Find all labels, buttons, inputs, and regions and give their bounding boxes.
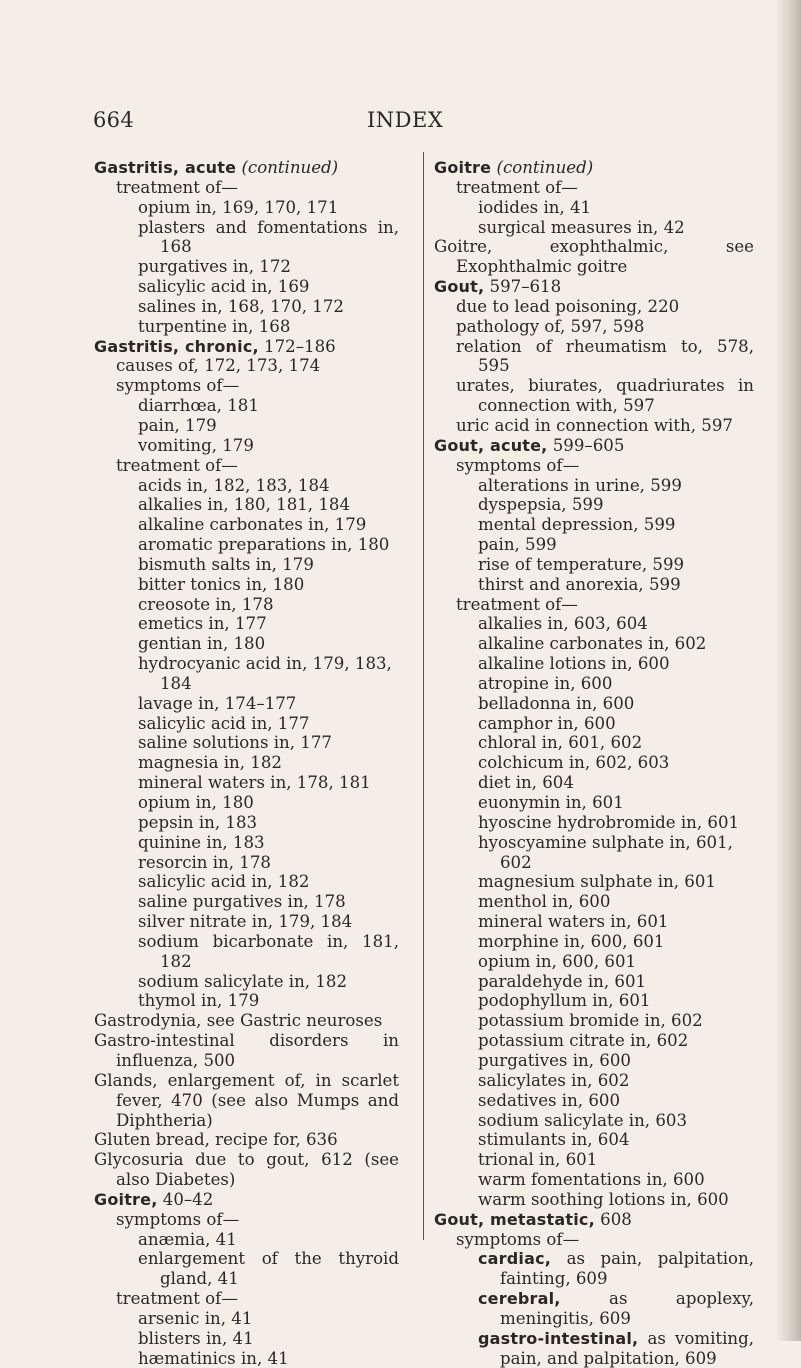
entry-text: thirst and anorexia, 599 [478, 574, 681, 594]
entry-text: stimulants in, 604 [478, 1130, 630, 1150]
index-entry [434, 1190, 754, 1210]
entry-text: potassium bromide in, 602 [478, 1011, 703, 1031]
index-entry [434, 793, 754, 813]
index-entry [434, 634, 754, 654]
entry-text: thymol in, 179 [138, 991, 260, 1011]
index-entry [434, 1011, 754, 1031]
entry-term: Gout, acute, [434, 435, 548, 455]
entry-text: emetics in, 177 [138, 614, 267, 634]
index-entry [434, 595, 754, 615]
index-entry [434, 1031, 754, 1051]
page-edge-shadow [775, 0, 801, 1341]
entry-text: blisters in, 41 [138, 1328, 254, 1348]
index-entry [434, 515, 754, 535]
index-entry [94, 376, 399, 396]
index-heading [434, 436, 754, 456]
entry-text: salicylates in, 602 [478, 1070, 630, 1090]
entry-text: sodium salicylate in, 603 [478, 1110, 688, 1130]
entry-text: treatment of— [116, 455, 238, 475]
entry-text: Glands, enlargement of, in scarlet fever, 470 (see also Mumps and Diphtheria) [94, 1070, 399, 1130]
entry-text: purgatives in, 600 [478, 1050, 631, 1070]
entry-term: Gout, metastatic, [434, 1209, 595, 1229]
entry-text: quinine in, 183 [138, 832, 265, 852]
index-entry [434, 1289, 754, 1329]
entry-text: sedatives in, 600 [478, 1090, 621, 1110]
index-entry [94, 317, 399, 337]
index-entry [434, 416, 754, 436]
entry-text: treatment of— [116, 177, 238, 197]
index-heading [94, 158, 399, 178]
index-entry [434, 1230, 754, 1250]
index-entry [94, 356, 399, 376]
entry-text: uric acid in connection with, 597 [456, 415, 733, 435]
index-entry [94, 991, 399, 1011]
index-heading [94, 1071, 399, 1131]
entry-text: pathology of, 597, 598 [456, 316, 645, 336]
entry-text: saline solutions in, 177 [138, 733, 332, 753]
running-title: INDEX [367, 108, 444, 132]
index-entry [434, 714, 754, 734]
index-entry [434, 218, 754, 238]
entry-text: plasters and fomentations in, 168 [138, 217, 399, 257]
entry-text: hyoscyamine sulphate in, 601, 602 [478, 832, 733, 872]
index-heading [94, 1190, 399, 1210]
entry-text: lavage in, 174–177 [138, 693, 297, 713]
entry-text: bitter tonics in, 180 [138, 574, 305, 594]
index-entry [94, 495, 399, 515]
entry-text: relation of rheumatism to, 578, 595 [456, 336, 754, 376]
index-entry [94, 872, 399, 892]
entry-text: hæmatinics in, 41 [138, 1348, 289, 1368]
entry-text: silver nitrate in, 179, 184 [138, 912, 353, 932]
index-entry [434, 535, 754, 555]
entry-text: purgatives in, 172 [138, 257, 291, 277]
entry-text: Goitre, exophthalmic, see Exophthalmic goitre [434, 237, 754, 277]
index-entry [434, 1329, 754, 1368]
index-entry [434, 1051, 754, 1071]
index-entry [94, 257, 399, 277]
index-entry [434, 674, 754, 694]
index-entry [94, 535, 399, 555]
entry-text: symptoms of— [116, 1209, 240, 1229]
entry-text: alkaline lotions in, 600 [478, 654, 670, 674]
index-entry [94, 614, 399, 634]
index-entry [94, 396, 399, 416]
entry-text: salines in, 168, 170, 172 [138, 296, 344, 316]
entry-text: bismuth salts in, 179 [138, 554, 314, 574]
index-entry [434, 297, 754, 317]
entry-term: Goitre, [94, 1189, 158, 1209]
index-entry [434, 991, 754, 1011]
index-heading [94, 1011, 399, 1031]
entry-locator: 608 [594, 1209, 632, 1229]
entry-text: salicylic acid in, 177 [138, 713, 310, 733]
entry-text: hyoscine hydrobromide in, 601 [478, 812, 740, 832]
index-column-right [434, 158, 754, 1368]
index-entry [94, 277, 399, 297]
entry-text: diet in, 604 [478, 773, 574, 793]
index-entry [94, 436, 399, 456]
index-entry [434, 476, 754, 496]
entry-locator: 597–618 [484, 277, 562, 297]
index-entry [434, 495, 754, 515]
entry-text: symptoms of— [456, 455, 580, 475]
index-entry [434, 1249, 754, 1289]
index-heading [434, 158, 754, 178]
entry-text: morphine in, 600, 601 [478, 931, 665, 951]
entry-text: dyspepsia, 599 [478, 495, 604, 515]
entry-text: warm fomentations in, 600 [478, 1170, 705, 1190]
index-entry [94, 595, 399, 615]
entry-text: treatment of— [456, 177, 578, 197]
entry-text: aromatic preparations in, 180 [138, 535, 390, 555]
entry-term: Gastritis, chronic, [94, 336, 259, 356]
index-entry [94, 892, 399, 912]
entry-text: euonymin in, 601 [478, 793, 624, 812]
entry-text: iodides in, 41 [478, 197, 592, 217]
index-entry [94, 793, 399, 813]
entry-text: podophyllum in, 601 [478, 991, 651, 1011]
entry-text: arsenic in, 41 [138, 1308, 253, 1328]
entry-text: turpentine in, 168 [138, 316, 291, 336]
entry-text: resorcin in, 178 [138, 852, 271, 872]
entry-text: alkalies in, 180, 181, 184 [138, 495, 351, 515]
index-entry [94, 416, 399, 436]
entry-locator: as vomiting, pain, and palpitation, 609 [500, 1328, 754, 1368]
entry-text: alkaline carbonates in, 179 [138, 515, 367, 535]
entry-term: Goitre [434, 158, 492, 177]
entry-text: Gastro-intestinal disorders in influenza, 500 [94, 1031, 399, 1070]
entry-text: Gluten bread, recipe for, 636 [94, 1130, 338, 1150]
entry-text: alterations in urine, 599 [478, 475, 682, 495]
entry-text: chloral in, 601, 602 [478, 733, 643, 753]
index-entry [94, 634, 399, 654]
entry-text: salicylic acid in, 169 [138, 277, 310, 297]
index-entry [94, 575, 399, 595]
index-entry [94, 912, 399, 932]
entry-text: menthol in, 600 [478, 892, 611, 912]
entry-text: camphor in, 600 [478, 713, 616, 733]
index-entry [434, 833, 754, 873]
index-entry [94, 853, 399, 873]
entry-text: magnesia in, 182 [138, 753, 282, 773]
index-entry [434, 376, 754, 416]
index-entry [434, 1071, 754, 1091]
index-heading [434, 1210, 754, 1230]
index-entry [434, 178, 754, 198]
entry-term: gastro-intestinal, [478, 1328, 639, 1348]
entry-text: salicylic acid in, 182 [138, 872, 310, 892]
index-entry [434, 892, 754, 912]
continued-note: (continued) [496, 158, 594, 177]
entry-term: cerebral, [478, 1289, 561, 1309]
index-entry [94, 972, 399, 992]
index-entry [434, 912, 754, 932]
index-column-left [94, 158, 399, 1368]
entry-locator: as apoplexy, meningitis, 609 [500, 1289, 754, 1328]
index-entry [434, 932, 754, 952]
entry-text: treatment of— [116, 1289, 238, 1309]
index-entry [94, 1309, 399, 1329]
index-entry [94, 1289, 399, 1309]
entry-text: atropine in, 600 [478, 673, 613, 693]
entry-text: saline purgatives in, 178 [138, 892, 346, 912]
index-entry [94, 654, 399, 694]
entry-text: trional in, 601 [478, 1150, 598, 1170]
entry-text: mineral waters in, 178, 181 [138, 773, 371, 793]
entry-text: causes of, 172, 173, 174 [116, 356, 321, 376]
index-entry [94, 833, 399, 853]
entry-text: enlargement of the thyroid gland, 41 [138, 1249, 399, 1289]
page-header [0, 100, 801, 136]
index-entry [94, 1210, 399, 1230]
index-entry [434, 1170, 754, 1190]
entry-text: colchicum in, 602, 603 [478, 753, 670, 773]
entry-text: pain, 179 [138, 415, 217, 435]
index-entry [94, 178, 399, 198]
entry-text: vomiting, 179 [138, 435, 254, 455]
index-entry [94, 1349, 399, 1368]
entry-text: rise of temperature, 599 [478, 554, 685, 574]
column-divider [423, 152, 424, 1240]
index-entry [434, 1091, 754, 1111]
entry-text: sodium bicarbonate in, 181, 182 [138, 931, 399, 971]
index-heading [94, 1130, 399, 1150]
entry-text: opium in, 180 [138, 793, 254, 812]
index-entry [94, 476, 399, 496]
index-entry [434, 753, 754, 773]
index-entry [434, 575, 754, 595]
index-heading [94, 337, 399, 357]
index-entry [434, 1150, 754, 1170]
entry-locator: 172–186 [258, 336, 336, 356]
index-heading [94, 1150, 399, 1190]
entry-locator: 40–42 [157, 1189, 214, 1209]
entry-text: sodium salicylate in, 182 [138, 971, 348, 991]
index-entry [434, 337, 754, 377]
index-entry [434, 872, 754, 892]
index-entry [94, 733, 399, 753]
index-entry [94, 218, 399, 258]
index-entry [434, 555, 754, 575]
index-entry [94, 297, 399, 317]
entry-text: opium in, 600, 601 [478, 951, 637, 971]
index-entry [434, 317, 754, 337]
entry-term: cardiac, [478, 1249, 552, 1269]
index-entry [434, 654, 754, 674]
index-entry [94, 753, 399, 773]
entry-text: symptoms of— [116, 376, 240, 396]
index-entry [94, 555, 399, 575]
entry-text: symptoms of— [456, 1229, 580, 1249]
index-entry [434, 733, 754, 753]
entry-text: mineral waters in, 601 [478, 912, 669, 932]
index-entry [434, 813, 754, 833]
page-number: 664 [93, 108, 134, 132]
entry-term: Gout, [434, 277, 485, 297]
entry-text: potassium citrate in, 602 [478, 1031, 689, 1051]
entry-text: treatment of— [456, 594, 578, 614]
index-entry [434, 614, 754, 634]
index-heading [434, 237, 754, 277]
continued-note: (continued) [241, 158, 339, 177]
entry-text: warm soothing lotions in, 600 [478, 1189, 729, 1209]
index-entry [434, 456, 754, 476]
entry-locator: 599–605 [547, 435, 625, 455]
index-entry [434, 694, 754, 714]
entry-locator: as pain, palpitation, fainting, 609 [500, 1249, 754, 1289]
index-entry [434, 952, 754, 972]
entry-text: Gastrodynia, see Gastric neuroses [94, 1011, 383, 1031]
index-entry [94, 515, 399, 535]
index-heading [434, 277, 754, 297]
entry-term: Gastritis, acute [94, 158, 237, 177]
entry-text: mental depression, 599 [478, 515, 676, 535]
entry-text: anæmia, 41 [138, 1229, 237, 1249]
entry-text: alkalies in, 603, 604 [478, 614, 648, 634]
index-entry [94, 1329, 399, 1349]
entry-text: alkaline carbonates in, 602 [478, 634, 707, 654]
entry-text: Glycosuria due to gout, 612 (see also Diabetes) [94, 1150, 399, 1190]
index-entry [94, 932, 399, 972]
index-heading [94, 1031, 399, 1071]
index-entry [94, 456, 399, 476]
entry-text: pepsin in, 183 [138, 812, 258, 832]
entry-text: magnesium sulphate in, 601 [478, 872, 716, 892]
entry-text: diarrhœa, 181 [138, 396, 259, 416]
index-entry [434, 198, 754, 218]
index-entry [94, 198, 399, 218]
index-entry [94, 773, 399, 793]
index-entry [434, 773, 754, 793]
index-entry [434, 972, 754, 992]
index-entry [94, 694, 399, 714]
index-entry [94, 1230, 399, 1250]
index-entry [94, 714, 399, 734]
index-entry [94, 1249, 399, 1289]
entry-text: acids in, 182, 183, 184 [138, 475, 330, 495]
entry-text: gentian in, 180 [138, 634, 266, 654]
index-entry [434, 1130, 754, 1150]
index-entry [94, 813, 399, 833]
entry-text: pain, 599 [478, 535, 557, 555]
entry-text: creosote in, 178 [138, 594, 274, 614]
entry-text: opium in, 169, 170, 171 [138, 197, 339, 217]
entry-text: due to lead poisoning, 220 [456, 296, 680, 316]
entry-text: surgical measures in, 42 [478, 217, 685, 237]
entry-text: belladonna in, 600 [478, 693, 635, 713]
entry-text: paraldehyde in, 601 [478, 971, 647, 991]
entry-text: urates, biurates, quadriurates in connection with, 597 [456, 376, 754, 416]
entry-text: hydrocyanic acid in, 179, 183, 184 [138, 654, 392, 693]
index-entry [434, 1111, 754, 1131]
